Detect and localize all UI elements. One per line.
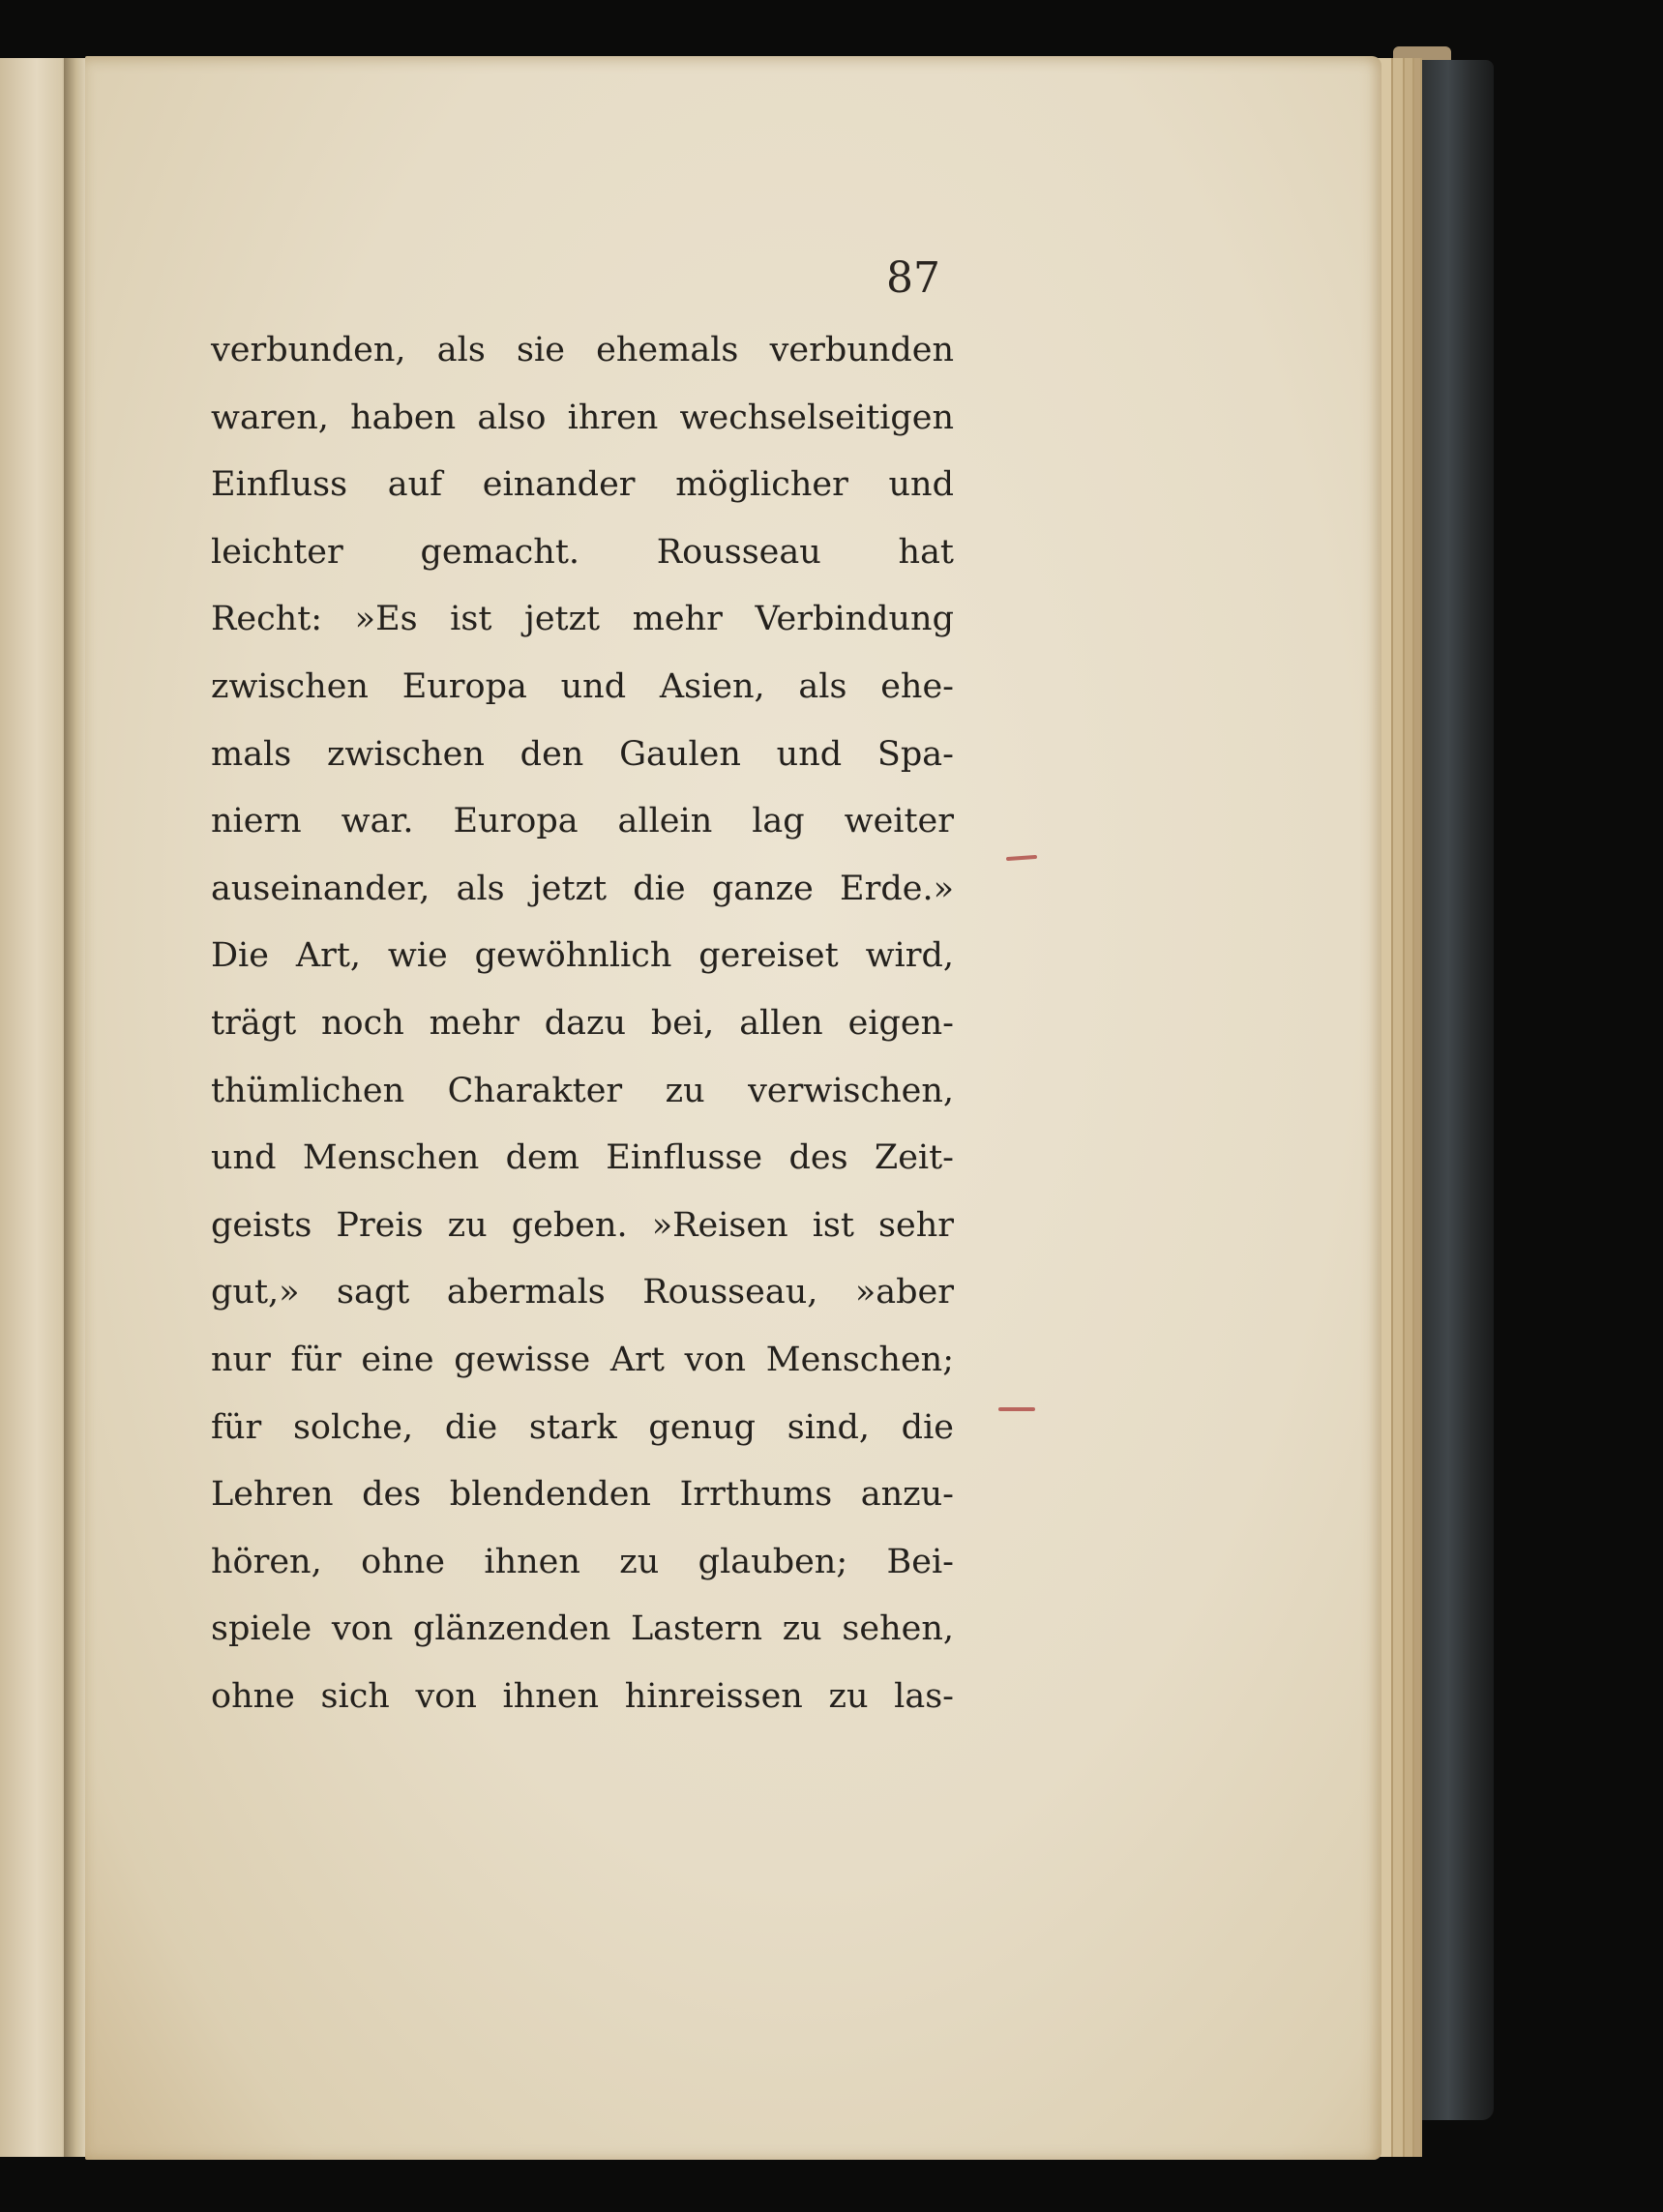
page-number: 87 xyxy=(886,253,940,303)
text-line: waren, haben also ihren wechselseitigen xyxy=(211,398,954,437)
text-line: spiele von glänzenden Lastern zu sehen, xyxy=(211,1609,954,1649)
text-line: nur für eine gewisse Art von Menschen; xyxy=(211,1340,954,1379)
text-line: verbunden, als sie ehemals verbunden xyxy=(211,331,954,369)
text-line: mals zwischen den Gaulen und Spa- xyxy=(211,734,954,774)
text-line: gut,» sagt abermals Rousseau, »aber xyxy=(211,1273,954,1312)
text-line: zwischen Europa und Asien, als ehe- xyxy=(211,666,954,706)
text-line: leichter gemacht. Rousseau hat xyxy=(211,532,954,572)
text-block xyxy=(211,317,954,1730)
book-cover-edge xyxy=(1418,60,1494,2120)
pencil-mark xyxy=(998,1407,1035,1411)
text-line: für solche, die stark genug sind, die xyxy=(211,1407,954,1447)
text-line: Lehren des blendenden Irrthums anzu- xyxy=(211,1475,954,1515)
text-line: Einfluss auf einander möglicher und xyxy=(211,465,954,505)
text-line: geists Preis zu geben. »Reisen ist sehr xyxy=(211,1205,954,1245)
text-line: niern war. Europa allein lag weiter xyxy=(211,802,954,841)
text-line: Recht: »Es ist jetzt mehr Verbindung xyxy=(211,600,954,639)
text-line: und Menschen dem Einflusse des Zeit- xyxy=(211,1138,954,1178)
text-line: Die Art, wie gewöhnlich gereiset wird, xyxy=(211,936,954,976)
text-line: auseinander, als jetzt die ganze Erde.» xyxy=(211,869,954,908)
text-line: hören, ohne ihnen zu glauben; Bei- xyxy=(211,1542,954,1581)
text-line: ohne sich von ihnen hinreissen zu las- xyxy=(211,1676,954,1716)
left-facing-page xyxy=(0,58,73,2157)
text-line: thümlichen Charakter zu verwischen, xyxy=(211,1071,954,1110)
text-line: trägt noch mehr dazu bei, allen eigen- xyxy=(211,1003,954,1043)
